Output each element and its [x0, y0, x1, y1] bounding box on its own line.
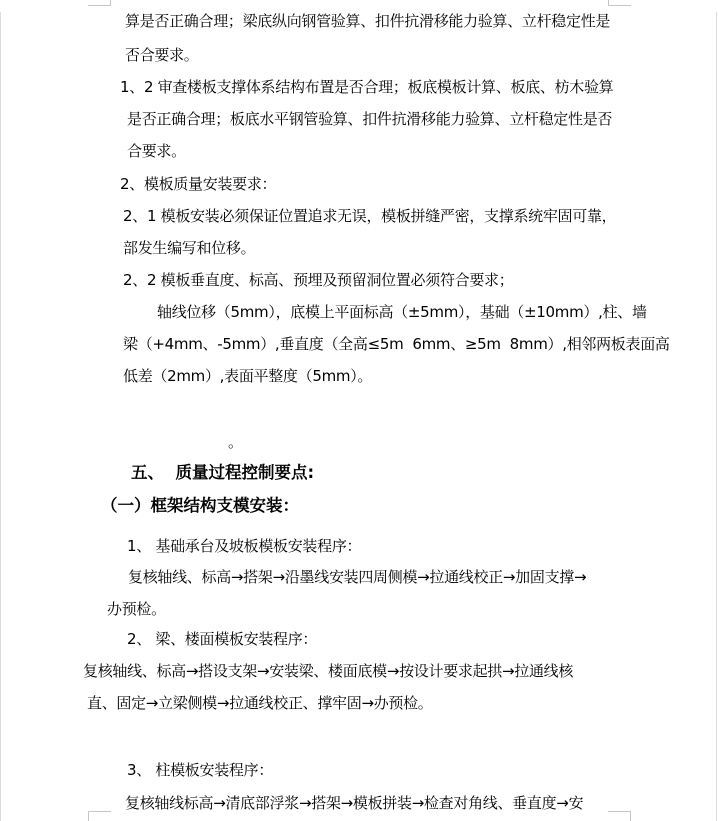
doc-line: 直、固定→立梁侧模→拉通线校正、撑牢固→办预检。 — [87, 694, 433, 712]
doc-line: 复核轴线、标高→搭架→沿墨线安装四周侧模→拉通线校正→加固支撑→ — [128, 568, 587, 586]
doc-line: 否合要求。 — [125, 46, 199, 64]
doc-line: 2、模板质量安装要求： — [120, 175, 277, 193]
doc-line: 。 — [228, 433, 243, 451]
doc-line: 复核轴线标高→清底部浮浆→搭架→模板拼装→检查对角线、垂直度→安 — [125, 794, 584, 812]
doc-line: 1、2 审查楼板支撑体系结构布置是否合理；板底模板计算、板底、枋木验算 — [120, 78, 614, 96]
subsection-heading: （一）框架结构支模安装： — [101, 496, 299, 515]
doc-line: 合要求。 — [127, 142, 186, 160]
doc-line: 算是否正确合理；梁底纵向钢管验算、扣件抗滑移能力验算、立杆稳定性是 — [125, 12, 611, 30]
doc-line: 2、 梁、楼面模板安装程序： — [127, 630, 318, 648]
doc-line: 是否正确合理；板底水平钢管验算、扣件抗滑移能力验算、立杆稳定性是否 — [127, 110, 613, 128]
doc-line: 3、 柱模板安装程序： — [127, 761, 274, 779]
margin-mark-top-right — [608, 0, 631, 6]
doc-line: 轴线位移（5mm），底模上平面标高（±5mm），基础（±10mm）,柱、墙 — [157, 303, 647, 321]
margin-mark-top-left — [88, 0, 111, 6]
doc-line: 复核轴线、标高→搭设支架→安装梁、楼面底模→按设计要求起拱→拉通线核 — [83, 662, 574, 680]
doc-line: 2、1 模板安装必须保证位置追求无误，模板拼缝严密，支撑系统牢固可靠， — [123, 207, 617, 225]
doc-line: 部发生编写和位移。 — [123, 239, 256, 257]
margin-mark-bottom-left — [88, 811, 111, 821]
section-heading: 五、 质量过程控制要点: — [131, 463, 315, 482]
doc-line: 办预检。 — [107, 600, 166, 618]
doc-line: 梁（+4mm、-5mm）,垂直度（全高≤5m 6mm、≥5m 8mm）,相邻两板表面高 — [123, 335, 670, 353]
doc-line: 2、2 模板垂直度、标高、预埋及预留洞位置必须符合要求； — [123, 271, 514, 289]
page-edge-right — [716, 12, 717, 821]
margin-mark-bottom-right — [608, 811, 631, 821]
page-edge-left — [0, 12, 1, 821]
doc-line: 低差（2mm）,表面平整度（5mm）。 — [123, 367, 373, 385]
doc-line: 1、 基础承台及坡板模板安装程序： — [127, 537, 362, 555]
